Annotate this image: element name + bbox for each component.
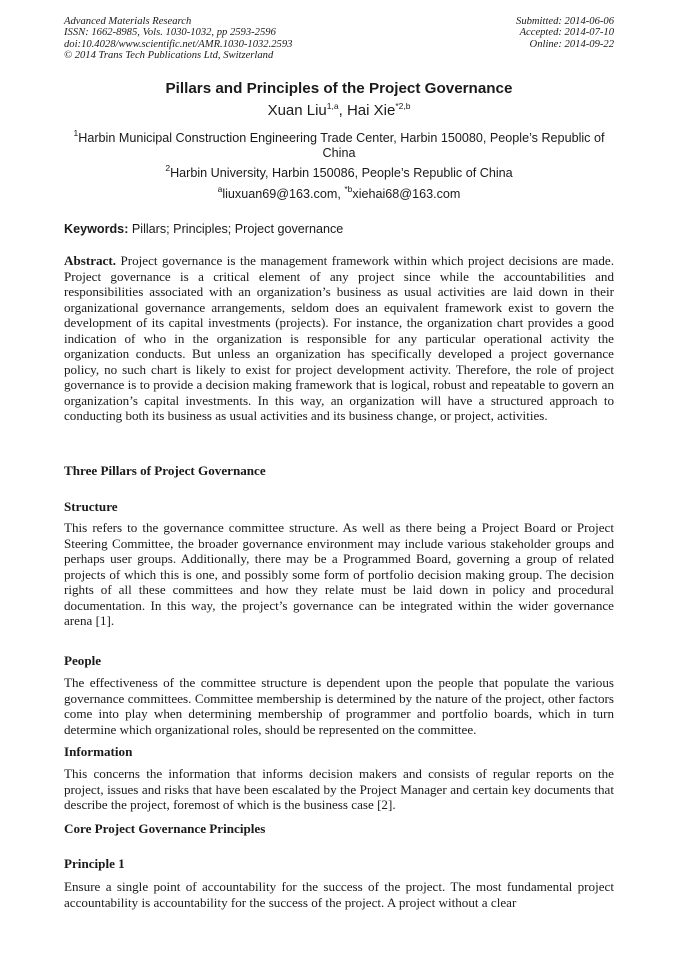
subsection-heading-principle-1: Principle 1 (64, 856, 125, 871)
author-separator: , (338, 102, 347, 119)
publication-dates (516, 16, 614, 50)
abstract-text: Project governance is the management framework within which project decisions are made. Project governance is a critical element of any project since while the accountabilities and responsibilities associated with an organization’s business as usual activities are laid down in their organizational governance arrangements, seldom does an equivalent framework exist to govern the development of its capital investments (projects). For instance, the organization chart provides a good indication of who in the organization is responsible for any particular operational activity the organization conducts. But unless an organization has specifically developed a project governance policy, no such chart is likely to exist for project development activity. Therefore, the role of project governance is to provide a decision making framework that is logical, robust and repeatable to govern an organization’s capital investments. In this way, an organization will have a structured approach to conducting both its business as usual activities and its business change, or project, activities. (64, 253, 614, 423)
affiliation-2-marker: 2 (165, 163, 171, 173)
section-heading-core-principles: Core Project Governance Principles (64, 821, 266, 836)
affiliation-1-marker: 1 (73, 128, 79, 138)
author-2-name: Hai Xie (346, 102, 396, 119)
section-heading-three-pillars: Three Pillars of Project Governance (64, 463, 266, 478)
keywords (64, 222, 614, 236)
principle-1-paragraph: Ensure a single point of accountability for the success of the project. The most fundamental project accountability is accountability for the success of the project. A project without a clear (64, 879, 614, 910)
submitted-date: Submitted: 2014-06-06 (516, 16, 614, 27)
affiliation-1 (64, 128, 614, 160)
keywords-label: Keywords: (64, 222, 129, 236)
abstract-label: Abstract. (64, 253, 116, 268)
email-2-marker: *b (344, 184, 353, 194)
author-emails (0, 184, 678, 201)
author-list (0, 102, 678, 119)
subsection-heading-information: Information (64, 744, 133, 759)
email-1-marker: a (217, 184, 223, 194)
author-2-affil-marker: *2,b (395, 101, 411, 111)
author-1-affil-marker: 1,a (326, 101, 339, 111)
copyright-line: © 2014 Trans Tech Publications Ltd, Switzerland (64, 50, 274, 62)
subsection-heading-structure: Structure (64, 499, 118, 514)
structure-paragraph: This refers to the governance committee structure. As well as there being a Project Board or Project Steering Committee, the broader governance environment may include various stakeholder groups and perhaps user groups. Additionally, there may be a Programmed Board, governing a group of related projects of which this is one, and possibly some form of portfolio decision making group. The decision rights of all these committees and how they relate must be laid down in policy and procedural documentation. In this way, the project’s governance can be integrated within the wider governance arena [1]. (64, 520, 614, 628)
email-separator: , (337, 187, 345, 201)
online-date: Online: 2014-09-22 (529, 38, 614, 50)
email-2: xiehai68@163.com (352, 187, 461, 201)
doi-line: doi:10.4028/www.scientific.net/AMR.1030-1032.2593 (64, 38, 293, 50)
people-paragraph: The effectiveness of the committee structure is dependent upon the people that populate the various governance committees. Committee membership is determined by the nature of the project, other factors come into play when determining membership of programmer and portfolio boards, which in turn determine which organizational roles, should be represented on the committee. (64, 675, 614, 737)
affiliation-2 (64, 163, 614, 181)
paper-title: Pillars and Principles of the Project Governance (165, 80, 513, 97)
journal-name: Advanced Materials Research (64, 16, 192, 27)
keywords-text: Pillars; Principles; Project governance (128, 222, 344, 236)
author-1-name: Xuan Liu (267, 102, 327, 119)
information-paragraph: This concerns the information that informs decision makers and consists of regular reports on the project, issues and risks that have been escalated by the Project Manager and certain key documents that describe the project, foremost of which is the business case [2]. (64, 766, 614, 812)
abstract (64, 253, 614, 424)
accepted-date: Accepted: 2014-07-10 (519, 27, 614, 39)
affiliation-2-text: Harbin University, Harbin 150086, People’s Republic of China (170, 166, 513, 180)
subsection-heading-people: People (64, 653, 102, 668)
issn-line: ISSN: 1662-8985, Vols. 1030-1032, pp 2593-2596 (64, 27, 276, 39)
affiliation-1-text: Harbin Municipal Construction Engineering Trade Center, Harbin 150080, People’s Republic of China (78, 131, 605, 160)
email-1: liuxuan69@163.com (222, 187, 338, 201)
journal-info (64, 16, 292, 62)
